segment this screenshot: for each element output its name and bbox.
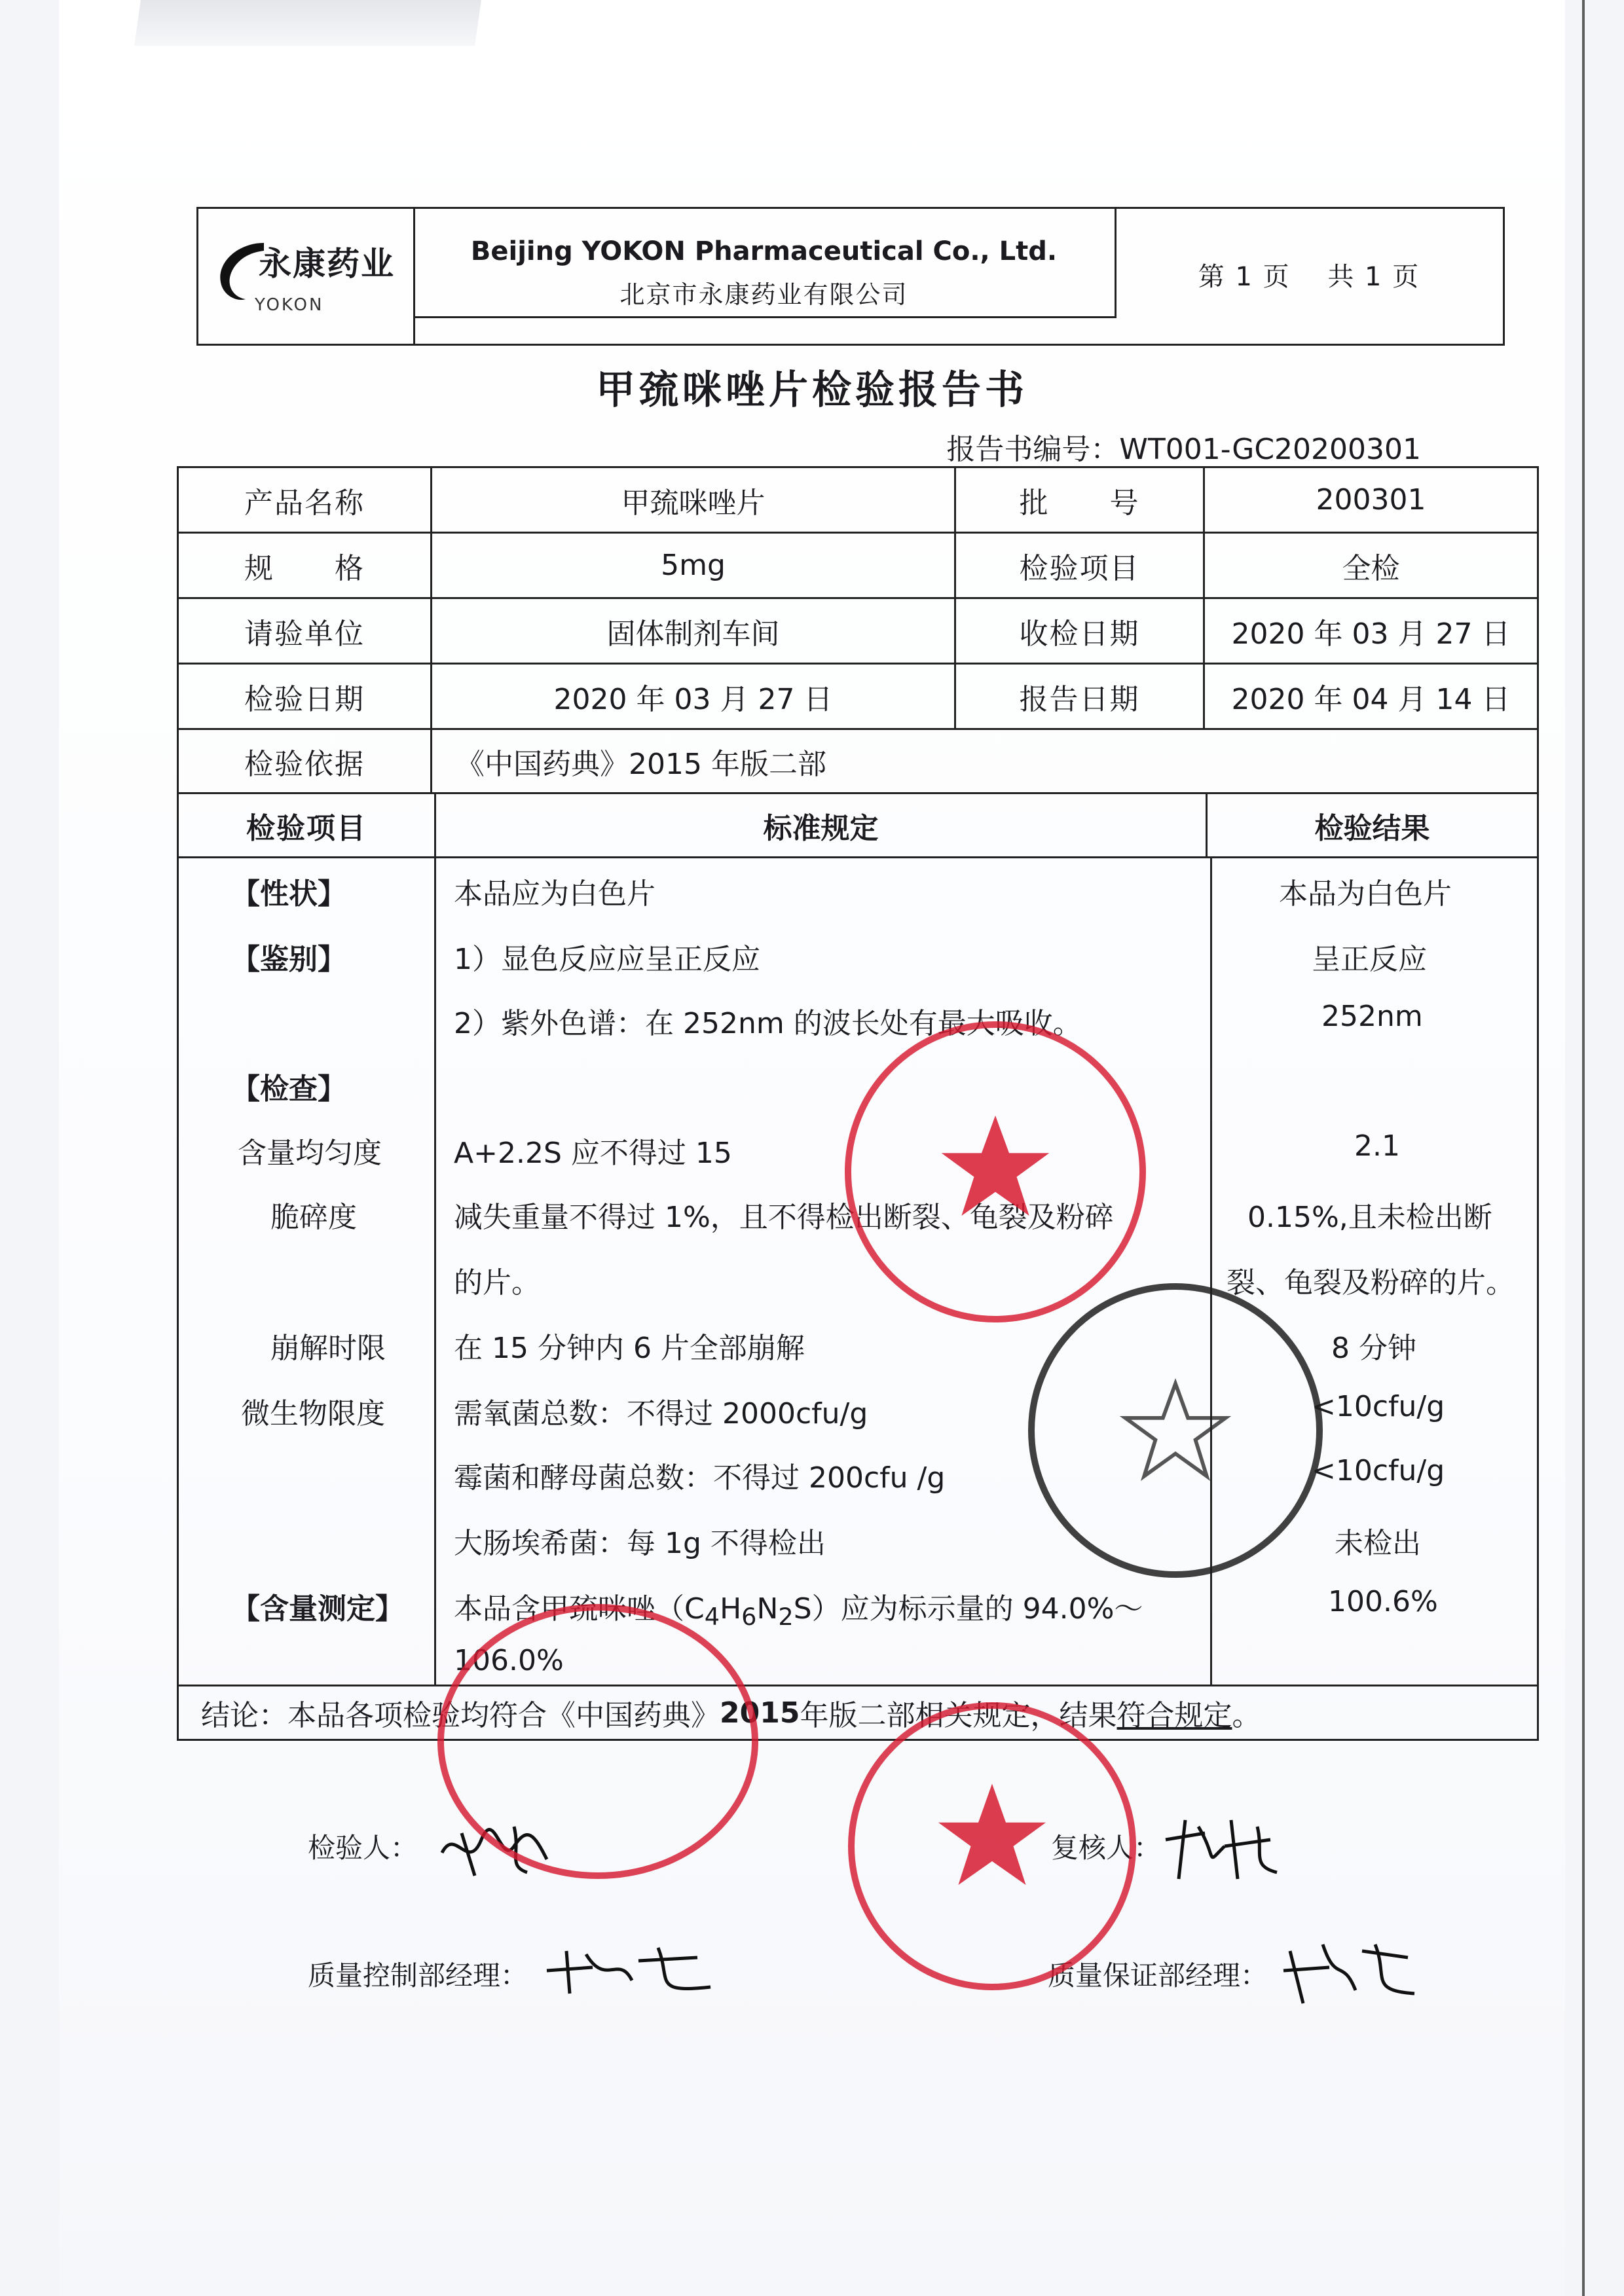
standard-assay-part: S）应为标示量的 94.0%～ <box>793 1592 1143 1626</box>
page-number: 第 1 页 共 1 页 <box>1198 262 1420 292</box>
requester-value: 固体制剂车间 <box>430 599 954 663</box>
result-identification-1: 呈正反应 <box>1312 943 1427 976</box>
item-appearance: 【性状】 <box>231 877 346 911</box>
standard-appearance: 本品应为白色片 <box>454 877 655 911</box>
page-edge <box>1582 0 1585 2296</box>
conclusion-text: 结论：本品各项检验均符合《中国药典》 <box>201 1699 720 1732</box>
page-info-cell <box>1115 209 1503 344</box>
conclusion-text: 年版二部相关规定，结果 <box>800 1699 1117 1732</box>
test-item-value: 全检 <box>1203 534 1537 597</box>
col-header-standard: 标准规定 <box>434 794 1206 856</box>
info-row <box>179 599 1537 665</box>
product-value: 甲巯咪唑片 <box>430 468 954 532</box>
result-aerobic-count: <10cfu/g <box>1312 1390 1445 1423</box>
test-item-label: 检验项目 <box>954 534 1203 597</box>
qa-manager-label: 质量保证部经理： <box>1048 1959 1268 1992</box>
formula-subscript: 6 <box>741 1602 757 1631</box>
result-identification-2: 252nm <box>1321 1000 1423 1033</box>
batch-value: 200301 <box>1203 468 1537 532</box>
pharmacy-qm-seal <box>848 1702 1136 1990</box>
item-identification: 【鉴别】 <box>231 943 346 976</box>
standard-disintegration: 在 15 分钟内 6 片全部崩解 <box>454 1332 805 1365</box>
company-name-chinese: 北京市永康药业有限公司 <box>619 280 908 309</box>
col-header-result: 检验结果 <box>1206 794 1537 856</box>
company-quality-seal <box>845 1021 1146 1322</box>
report-date-value: 2020 年 04 月 14 日 <box>1203 665 1537 728</box>
inspector-label: 检验人： <box>308 1832 418 1864</box>
test-date-label: 检验日期 <box>244 682 365 716</box>
basis-value: 《中国药典》2015 年版二部 <box>430 730 1537 792</box>
qc-manager-label: 质量控制部经理： <box>308 1959 528 1992</box>
col-header-item: 检验项目 <box>246 811 367 845</box>
conclusion-year: 2015 <box>720 1696 800 1730</box>
conclusion-text: 。 <box>1232 1699 1261 1732</box>
seal-star-icon <box>851 1028 1139 1316</box>
result-appearance: 本品为白色片 <box>1279 877 1452 911</box>
reviewer-label: 复核人： <box>1051 1832 1162 1864</box>
column-header-row <box>179 794 1537 858</box>
conclusion-verdict: 符合规定 <box>1116 1699 1232 1732</box>
result-yeast-mold: <10cfu/g <box>1312 1454 1445 1487</box>
spec-label: 规 格 <box>244 551 365 585</box>
reviewer-signature <box>1159 1807 1290 1886</box>
receive-date-value: 2020 年 03 月 27 日 <box>1203 599 1537 663</box>
item-inspection: 【检查】 <box>231 1072 346 1106</box>
standard-assay-part: H <box>720 1592 742 1626</box>
standard-friability-1: 减失重量不得过 1%，且不得检出断裂、龟裂及粉碎 <box>454 1201 1114 1234</box>
standard-content-uniformity: A+2.2S 应不得过 15 <box>454 1137 732 1170</box>
item-disintegration: 崩解时限 <box>270 1332 386 1365</box>
distributor-report-seal <box>437 1604 758 1879</box>
standard-assay-part: N <box>756 1592 779 1626</box>
logo-chinese-name: 永康药业 <box>259 245 395 283</box>
standard-identification-2: 2）紫外色谱：在 252nm 的波长处有最大吸收。 <box>454 1007 1082 1040</box>
company-names <box>413 209 1116 318</box>
standard-assay-2: 106.0% <box>454 1644 564 1677</box>
seal-star-icon <box>1035 1290 1316 1571</box>
logo-english-name: YOKON <box>255 295 324 315</box>
report-number: 报告书编号：WT001-GC20200301 <box>946 433 1421 466</box>
basis-row <box>179 730 1537 794</box>
qc-manager-signature <box>540 1941 730 2000</box>
product-label: 产品名称 <box>244 486 365 520</box>
info-row <box>179 665 1537 730</box>
info-row <box>179 534 1537 599</box>
seal-star-icon <box>855 1709 1130 1984</box>
logo <box>198 209 415 344</box>
report-title: 甲巯咪唑片检验报告书 <box>596 367 1028 413</box>
result-friability-2: 裂、龟裂及粉碎的片。 <box>1227 1266 1515 1300</box>
report-date-label: 报告日期 <box>954 665 1203 728</box>
result-disintegration: 8 分钟 <box>1331 1332 1416 1365</box>
batch-label: 批 号 <box>954 468 1203 532</box>
result-content-uniformity: 2.1 <box>1354 1129 1400 1163</box>
qa-manager-signature <box>1277 1931 1421 2010</box>
standard-identification-1: 1）显色反应应呈正反应 <box>454 943 760 976</box>
letterhead <box>196 207 1505 346</box>
basis-label: 检验依据 <box>244 747 365 781</box>
standard-aerobic-count: 需氧菌总数：不得过 2000cfu/g <box>454 1397 868 1430</box>
requester-label: 请验单位 <box>244 617 365 651</box>
item-microbial-limit: 微生物限度 <box>241 1397 385 1430</box>
company-qc-seal <box>1028 1283 1323 1578</box>
test-date-value: 2020 年 03 月 27 日 <box>430 665 954 728</box>
item-assay: 【含量测定】 <box>231 1592 404 1626</box>
company-name-english: Beijing YOKON Pharmaceutical Co., Ltd. <box>470 236 1058 266</box>
item-content-uniformity: 含量均匀度 <box>238 1137 382 1170</box>
column-divider <box>434 858 436 1685</box>
standard-ecoli: 大肠埃希菌：每 1g 不得检出 <box>454 1527 826 1560</box>
result-friability-1: 0.15%,且未检出断 <box>1247 1201 1492 1234</box>
info-row <box>179 468 1537 534</box>
spec-value: 5mg <box>430 534 954 597</box>
formula-subscript: 4 <box>704 1602 720 1631</box>
standard-assay-part: 本品含甲巯咪唑（C <box>454 1592 705 1626</box>
receive-date-label: 收检日期 <box>954 599 1203 663</box>
formula-subscript: 2 <box>778 1602 794 1631</box>
item-friability: 脆碎度 <box>270 1201 357 1234</box>
paper-fold <box>134 0 481 46</box>
standard-yeast-mold: 霉菌和酵母菌总数：不得过 200cfu /g <box>454 1461 946 1495</box>
standard-friability-2: 的片。 <box>454 1266 540 1300</box>
result-assay: 100.6% <box>1328 1585 1438 1618</box>
result-ecoli: 未检出 <box>1335 1527 1421 1560</box>
